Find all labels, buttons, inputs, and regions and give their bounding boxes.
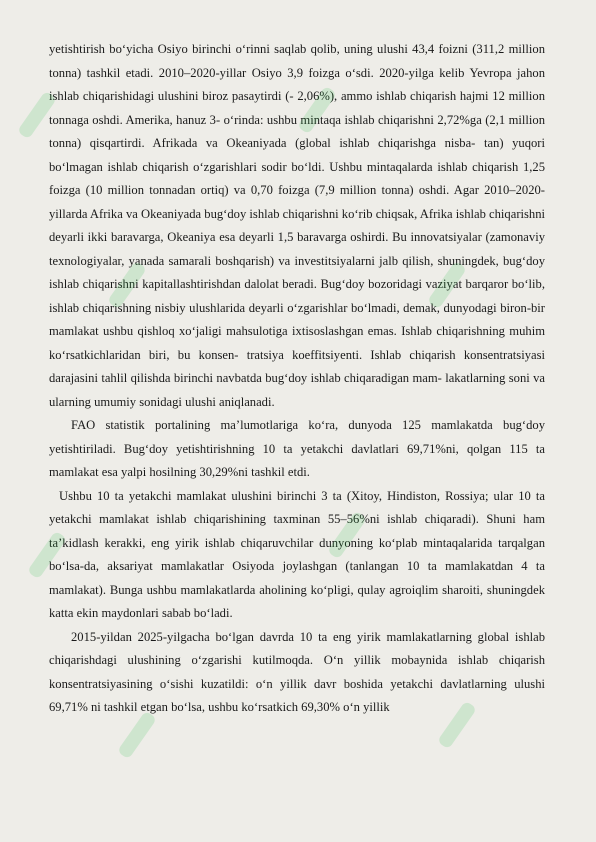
paragraph-2: FAO statistik portalining ma’lumotlariga ko‘ra, dunyoda 125 mamlakatda bug‘doy yetishtiriladi. Bug‘doy yetishtirishning 10 ta yetakchi davlatlari 69,71%ni, qolgan 115 ta mamlakat esa yalpi hosilning 30,29%ni tashkil etdi. <box>49 418 545 479</box>
body-text <box>49 38 545 720</box>
paragraph-4: 2015-yildan 2025-yilgacha bo‘lgan davrda 10 ta eng yirik mamlakatlarning global ishlab chiqarishdagi ulushining o‘zgarishi kutilmoqda. O‘n yillik mobaynida ishlab chiqarish konsentratsiyasining o‘sishi kuzatildi: o‘n yillik davr boshida yetakchi davlatlarning ulushi 69,71% ni tashkil etgan bo‘lsa, ushbu ko‘rsatkich 69,30% o‘n yillik <box>49 629 545 714</box>
paragraph-1: yetishtirish bo‘yicha Osiyo birinchi o‘rinni saqlab qolib, uning ulushi 43,4 foizni (311,2 million tonna) tashkil etadi. 2010–2020-yillar Osiyo 3,9 foizga o‘sdi. 2020-yilga kelib Yevropa jahon ishlab chiqarishidagi ulushini biroz pasaytirdi (- 2,06%), ammo ishlab chiqarish hajmi 12 million tonnaga oshdi. Amerika, hanuz 3- o‘rinda: ushbu mintaqa ishlab chiqarishni 2,72%ga (2,1 million tonna) qisqartirdi. Afrikada va Okeaniyada (global ishlab chiqarishga nisba- tan) yuqori bo‘lmagan ishlab chiqarish o‘zgarishlari sodir bo‘ldi. Ushbu mintaqalarda ishlab chiqarish 1,25 foizga (10 million tonnadan ortiq) va 0,70 foizga (7,9 million tonna) oshdi. Agar 2010–2020-yillarda Afrika va Okeaniyada bug‘doy ishlab chiqarishni ko‘rib chiqsak, Afrika ishlab chiqarishni deyarli ikki baravarga, Okeaniya esa deyarli 1,5 baravarga oshirdi. Bu innovatsiyalar (zamonaviy texnologiyalar, yanada samarali boshqarish) va investitsiyalarni jalb qilish, shuningdek, bug‘doy ishlab chiqarishni kapitallashtirishdan dalolat beradi. Bug‘doy bozoridagi vaziyat barqaror bo‘lib, ishlab chiqarishning nisbiy ulushlarida deyarli o‘zgarishlar bo‘lmadi, demak, dunyodagi biron-bir mamlakat ushbu qishloq xo‘jaligi mahsulotiga ixtisoslashgan emas. Ishlab chiqarishning muhim ko‘rsatkichlaridan biri, bu konsen- tratsiya koeffitsiyenti. Ishlab chiqarish konsentratsiyasi darajasini tahlil qilishda birinchi navbatda bug‘doy ishlab chiqaradigan mam- lakatlarning soni va ularning umumiy sonidagi ulushi aniqlanadi. <box>49 42 545 409</box>
paragraph-3: Ushbu 10 ta yetakchi mamlakat ulushini birinchi 3 ta (Xitoy, Hindiston, Rossiya; ular 10 ta yetakchi mamlakat ishlab chiqarishining taxminan 55–56%ni ishlab chiqaradi). Shuni ham ta’kidlash kerakki, eng yirik ishlab chiqaruvchilar dunyoning ko‘plab mintaqalarida tarqalgan bo‘lsa-da, aksariyat mamlakatlar Osiyoda joylashgan (tanlangan 10 ta mamlakatdan 4 ta mamlakat). Bunga ushbu mamlakatlarda aholining ko‘pligi, qulay agroiqlim sharoiti, shuningdek katta ekin maydonlari sabab bo‘ladi. <box>49 488 545 620</box>
